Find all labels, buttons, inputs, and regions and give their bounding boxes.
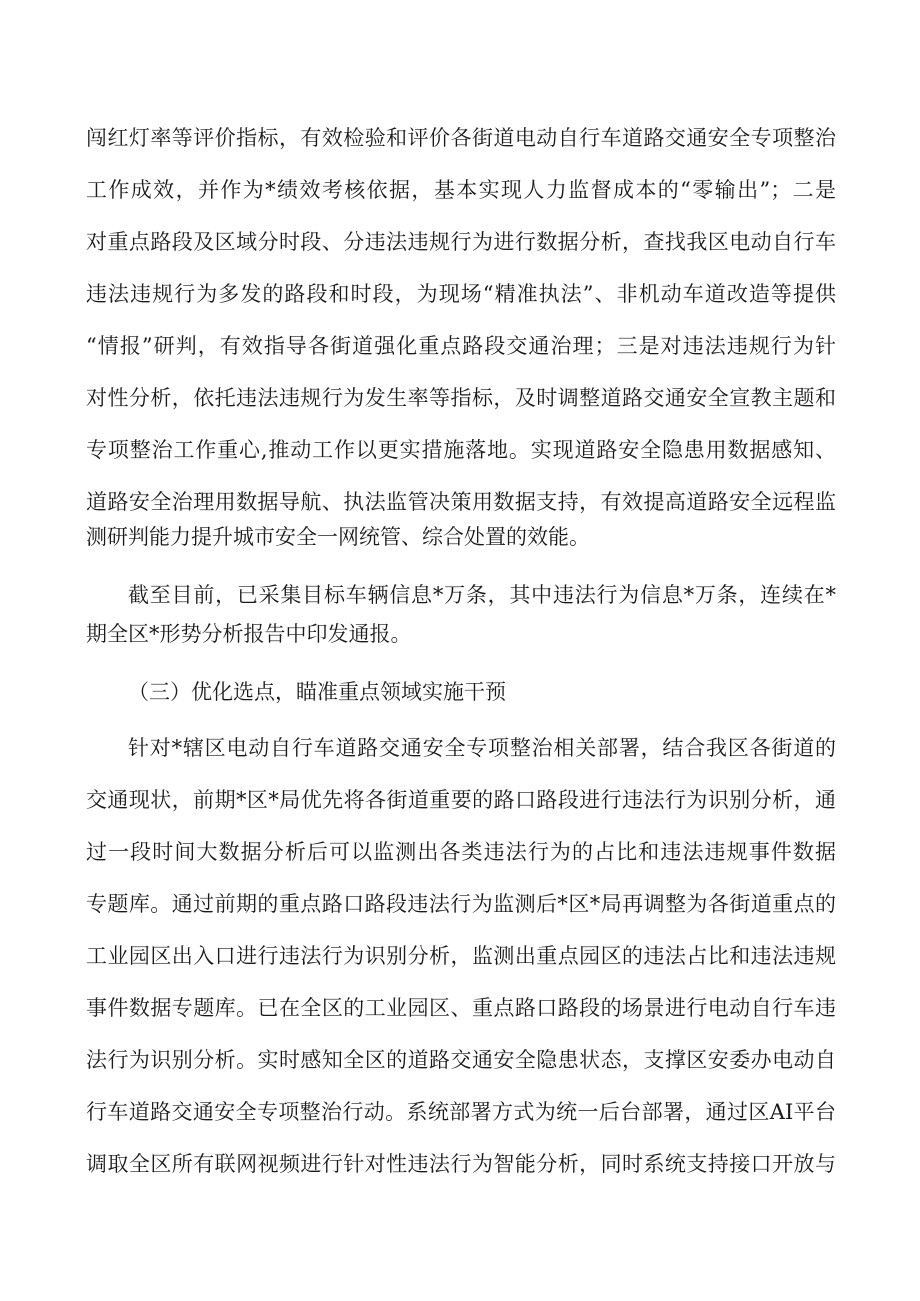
text-line: 过一段时间大数据分析后可以监测出各类违法行为的占比和违法违规事件数据 — [86, 840, 836, 864]
text-line: 对重点路段及区域分时段、分违法违规行为进行数据分析，查找我区电动自行车 — [86, 230, 836, 254]
text-line: 针对*辖区电动自行车道路交通安全专项整治相关部署，结合我区各街道的 — [128, 736, 836, 760]
text-line: 专项整治工作重心,推动工作以更实措施落地。实现道路安全隐患用数据感知、 — [86, 438, 836, 462]
text-line: 闯红灯率等评价指标，有效检验和评价各街道电动自行车道路交通安全专项整治 — [86, 126, 836, 150]
text-line: 交通现状，前期*区*局优先将各街道重要的路口路段进行违法行为识别分析，通 — [86, 788, 836, 812]
text-line: 道路安全治理用数据导航、执法监管决策用数据支持，有效提高道路安全远程监 — [86, 490, 836, 514]
text-line: 截至目前，已采集目标车辆信息*万条，其中违法行为信息*万条，连续在* — [128, 583, 836, 607]
text-line: 行车道路交通安全专项整治行动。系统部署方式为统一后台部署，通过区AI平台 — [86, 1100, 836, 1124]
text-line: 调取全区所有联网视频进行针对性违法行为智能分析，同时系统支持接口开放与 — [86, 1152, 836, 1176]
text-line: 违法违规行为多发的路段和时段，为现场“精准执法”、非机动车道改造等提供 — [86, 282, 836, 306]
text-line: 法行为识别分析。实时感知全区的道路交通安全隐患状态，支撑区安委办电动自 — [86, 1048, 836, 1072]
section-heading: （三）优化选点，瞄准重点领域实施干预 — [128, 680, 506, 704]
text-line: 工作成效，并作为*绩效考核依据，基本实现人力监督成本的“零输出”；二是 — [86, 178, 836, 202]
text-line: 对性分析，依托违法违规行为发生率等指标，及时调整道路交通安全宣教主题和 — [86, 386, 836, 410]
text-line: “情报”研判，有效指导各街道强化重点路段交通治理；三是对违法违规行为针 — [86, 334, 836, 358]
text-line: 专题库。通过前期的重点路口路段违法行为监测后*区*局再调整为各街道重点的 — [86, 892, 836, 916]
text-line: 测研判能力提升城市安全一网统管、综合处置的效能。 — [86, 525, 590, 549]
text-line: 事件数据专题库。已在全区的工业园区、重点路口路段的场景进行电动自行车违 — [86, 996, 836, 1020]
text-line: 期全区*形势分析报告中印发通报。 — [86, 622, 412, 646]
text-line: 工业园区出入口进行违法行为识别分析，监测出重点园区的违法占比和违法违规 — [86, 944, 836, 968]
